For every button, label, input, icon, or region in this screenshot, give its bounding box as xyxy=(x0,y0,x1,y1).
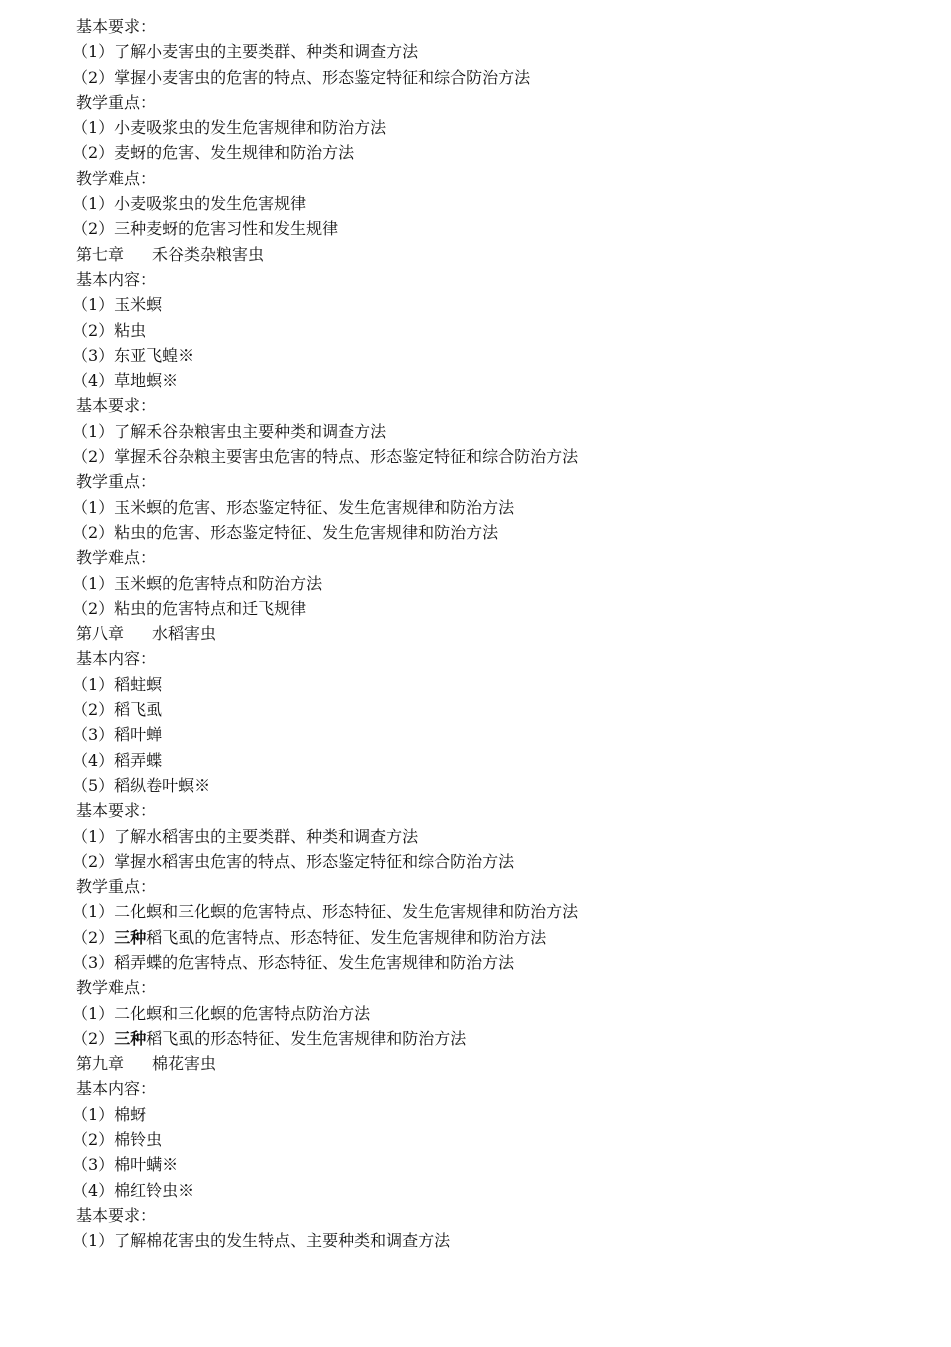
list-item: （1）小麦吸浆虫的发生危害规律和防治方法 xyxy=(72,118,387,138)
section-heading: 基本内容： xyxy=(76,1079,157,1099)
list-item: （5）稻纵卷叶螟※ xyxy=(72,775,211,795)
chapter-number: 第九章 xyxy=(76,1054,125,1074)
item-prefix: （2） xyxy=(72,927,115,947)
list-item: （2）掌握水稻害虫危害的特点、形态鉴定特征和综合防治方法 xyxy=(72,851,515,871)
list-item: （3）稻弄蝶的危害特点、形态特征、发生危害规律和防治方法 xyxy=(72,952,515,972)
section-heading: 教学重点： xyxy=(76,877,157,897)
list-item: （2）掌握小麦害虫的危害的特点、形态鉴定特征和综合防治方法 xyxy=(72,67,531,87)
list-item: （3）稻叶蝉 xyxy=(72,725,163,745)
section-heading: 基本内容： xyxy=(76,649,157,669)
list-item: （1）了解小麦害虫的主要类群、种类和调查方法 xyxy=(72,42,419,62)
section-heading: 教学难点： xyxy=(76,978,157,998)
chapter-number: 第七章 xyxy=(76,244,125,264)
list-item: （4）棉红铃虫※ xyxy=(72,1180,195,1200)
list-item: （1）了解棉花害虫的发生特点、主要种类和调查方法 xyxy=(72,1231,451,1251)
chapter-name: 水稻害虫 xyxy=(152,624,217,644)
chapter-title xyxy=(76,621,936,646)
section-heading: 教学难点： xyxy=(76,168,157,188)
section-heading: 教学难点： xyxy=(76,548,157,568)
item-emphasis: 三种 xyxy=(114,1028,147,1048)
section-heading: 教学重点： xyxy=(76,92,157,112)
chapter-name: 禾谷类杂粮害虫 xyxy=(152,244,265,264)
list-item: （2）麦蚜的危害、发生规律和防治方法 xyxy=(72,143,355,163)
list-item: （3）东亚飞蝗※ xyxy=(72,345,195,365)
section-heading: 教学重点： xyxy=(76,472,157,492)
list-item: （1）了解禾谷杂粮害虫主要种类和调查方法 xyxy=(72,421,387,441)
list-item: （2）稻飞虱 xyxy=(72,700,163,720)
section-heading: 基本要求： xyxy=(76,801,157,821)
item-prefix: （2） xyxy=(72,1028,115,1048)
chapter-number: 第八章 xyxy=(76,624,125,644)
list-item: （2）粘虫的危害、形态鉴定特征、发生危害规律和防治方法 xyxy=(72,522,499,542)
section-heading: 基本要求： xyxy=(76,17,157,36)
list-item: （2）粘虫 xyxy=(72,320,147,340)
list-item xyxy=(72,1026,936,1051)
chapter-name: 棉花害虫 xyxy=(152,1054,217,1074)
list-item: （1）小麦吸浆虫的发生危害规律 xyxy=(72,194,307,214)
list-item: （2）三种麦蚜的危害习性和发生规律 xyxy=(72,219,339,239)
section-heading: 基本要求： xyxy=(76,396,157,416)
list-item: （1）稻蛀螟 xyxy=(72,674,163,694)
list-item: （1）玉米螟的危害特点和防治方法 xyxy=(72,573,323,593)
chapter-title xyxy=(76,1051,936,1076)
list-item: （1）棉蚜 xyxy=(72,1104,147,1124)
list-item: （4）稻弄蝶 xyxy=(72,750,163,770)
list-item: （1）二化螟和三化螟的危害特点、形态特征、发生危害规律和防治方法 xyxy=(72,902,579,922)
section-heading: 基本要求： xyxy=(76,1205,157,1225)
list-item: （1）玉米螟的危害、形态鉴定特征、发生危害规律和防治方法 xyxy=(72,497,515,517)
list-item: （1）二化螟和三化螟的危害特点防治方法 xyxy=(72,1003,371,1023)
list-item: （3）棉叶螨※ xyxy=(72,1155,179,1175)
list-item xyxy=(72,925,936,950)
list-item: （2）粘虫的危害特点和迁飞规律 xyxy=(72,598,307,618)
section-heading: 基本内容： xyxy=(76,269,157,289)
list-item: （1）了解水稻害虫的主要类群、种类和调查方法 xyxy=(72,826,419,846)
document-body xyxy=(72,14,936,1254)
list-item: （2）棉铃虫 xyxy=(72,1130,163,1150)
list-item: （1）玉米螟 xyxy=(72,295,163,315)
list-item: （4）草地螟※ xyxy=(72,371,179,391)
item-text: 稻飞虱的危害特点、形态特征、发生危害规律和防治方法 xyxy=(146,927,547,947)
item-emphasis: 三种 xyxy=(114,927,147,947)
item-text: 稻飞虱的形态特征、发生危害规律和防治方法 xyxy=(146,1028,467,1048)
chapter-title xyxy=(76,242,936,267)
list-item: （2）掌握禾谷杂粮主要害虫危害的特点、形态鉴定特征和综合防治方法 xyxy=(72,447,579,467)
